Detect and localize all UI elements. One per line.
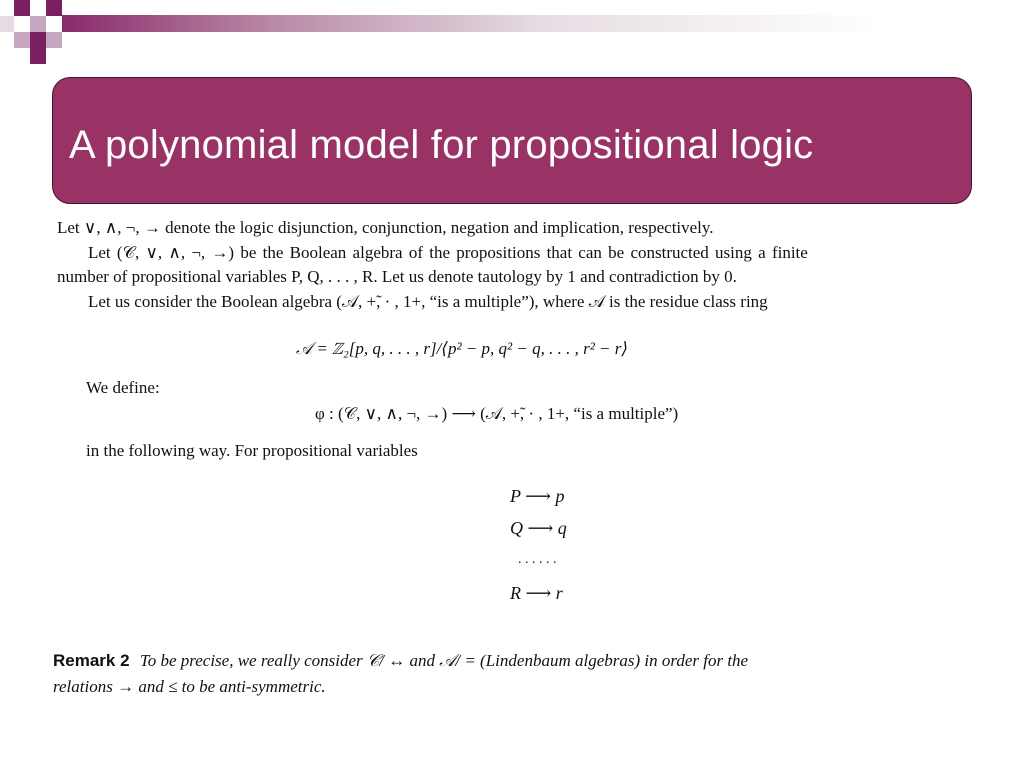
mapping-ellipsis: . . . . . .: [518, 552, 557, 567]
remark-text-2: relations → and ≤ to be anti-symmetric.: [53, 677, 326, 696]
body-line-4: Let us consider the Boolean algebra (𝒜, +̃, · , 1+, “is a multiple”), where 𝒜 is the residue class ring: [88, 292, 768, 311]
header-gradient-bar: [62, 15, 1024, 32]
body-line-3: number of propositional variables P, Q, . . . , R. Let us denote tautology by 1 and contradiction by 0.: [57, 267, 737, 286]
title-banner: [52, 77, 972, 204]
residue-ring-equation: 𝒜 = ℤ₂[p, q, . . . , r]/⟨p² − p, q² − q, . . . , r² − r⟩: [296, 339, 629, 358]
we-define-text: We define:: [86, 378, 160, 397]
remark-text-1: To be precise, we really consider 𝒞/ ↔ and 𝒜/ = (Lindenbaum algebras) in order for the: [139, 651, 749, 670]
phi-mapping-equation: φ : (𝒞, ∨, ∧, ¬, →) ⟶ (𝒜, +̃, · , 1+, “is a multiple”): [315, 404, 679, 423]
body-line-2: Let (𝒞, ∨, ∧, ¬, →) be the Boolean algebra of the propositions that can be constructed using a finite: [88, 243, 808, 262]
slide-title: A polynomial model for propositional logic: [69, 123, 814, 167]
mapping-row: Q ⟶ q: [510, 518, 567, 538]
body-line-1: Let ∨, ∧, ¬, → denote the logic disjunction, conjunction, negation and implication, respectively.: [57, 218, 714, 237]
mapping-row: P ⟶ p: [510, 486, 565, 506]
remark-label: Remark 2: [53, 651, 130, 670]
remark-line-1: [53, 651, 748, 671]
mapping-row: R ⟶ r: [510, 583, 563, 603]
following-way-text: in the following way. For propositional variables: [86, 441, 418, 460]
